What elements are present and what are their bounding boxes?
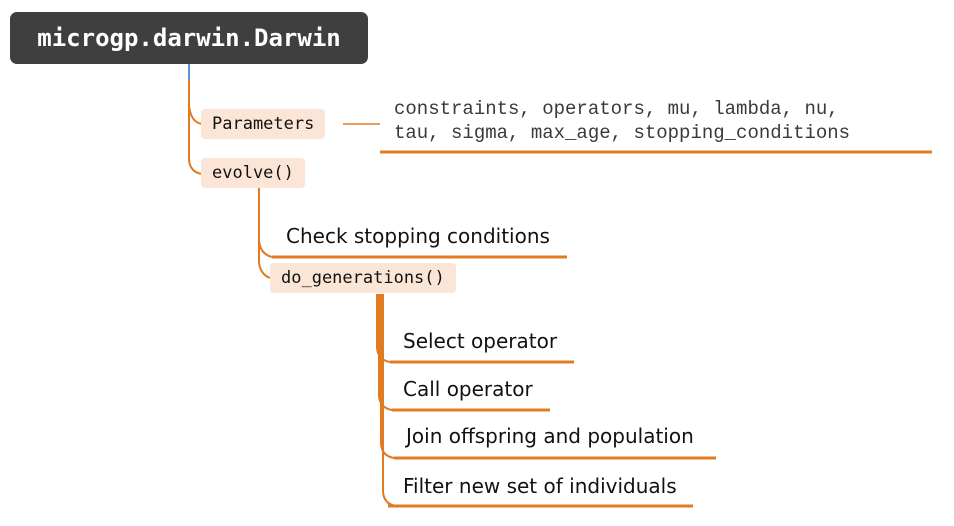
step-join-offspring[interactable]: Join offspring and population [406, 424, 694, 448]
parameters-values [394, 97, 850, 145]
parameters-values-line-2: tau, sigma, max_age, stopping_conditions [394, 122, 851, 144]
parameters-node[interactable]: Parameters [201, 109, 325, 139]
parameters-values-line-1: constraints, operators, mu, lambda, nu, [394, 98, 839, 120]
step-call-operator[interactable]: Call operator [403, 377, 533, 401]
branch-to-do-generations [259, 188, 270, 278]
evolve-node[interactable]: evolve() [201, 158, 305, 188]
step-filter-individuals[interactable]: Filter new set of individuals [403, 474, 677, 498]
check-stopping-conditions-node[interactable]: Check stopping conditions [286, 224, 550, 248]
root-node[interactable]: microgp.darwin.Darwin [10, 12, 368, 64]
step-select-operator[interactable]: Select operator [403, 329, 558, 353]
do-generations-node[interactable]: do_generations() [270, 263, 456, 293]
branch-to-step-4 [383, 294, 396, 506]
branch-to-check [259, 188, 272, 257]
